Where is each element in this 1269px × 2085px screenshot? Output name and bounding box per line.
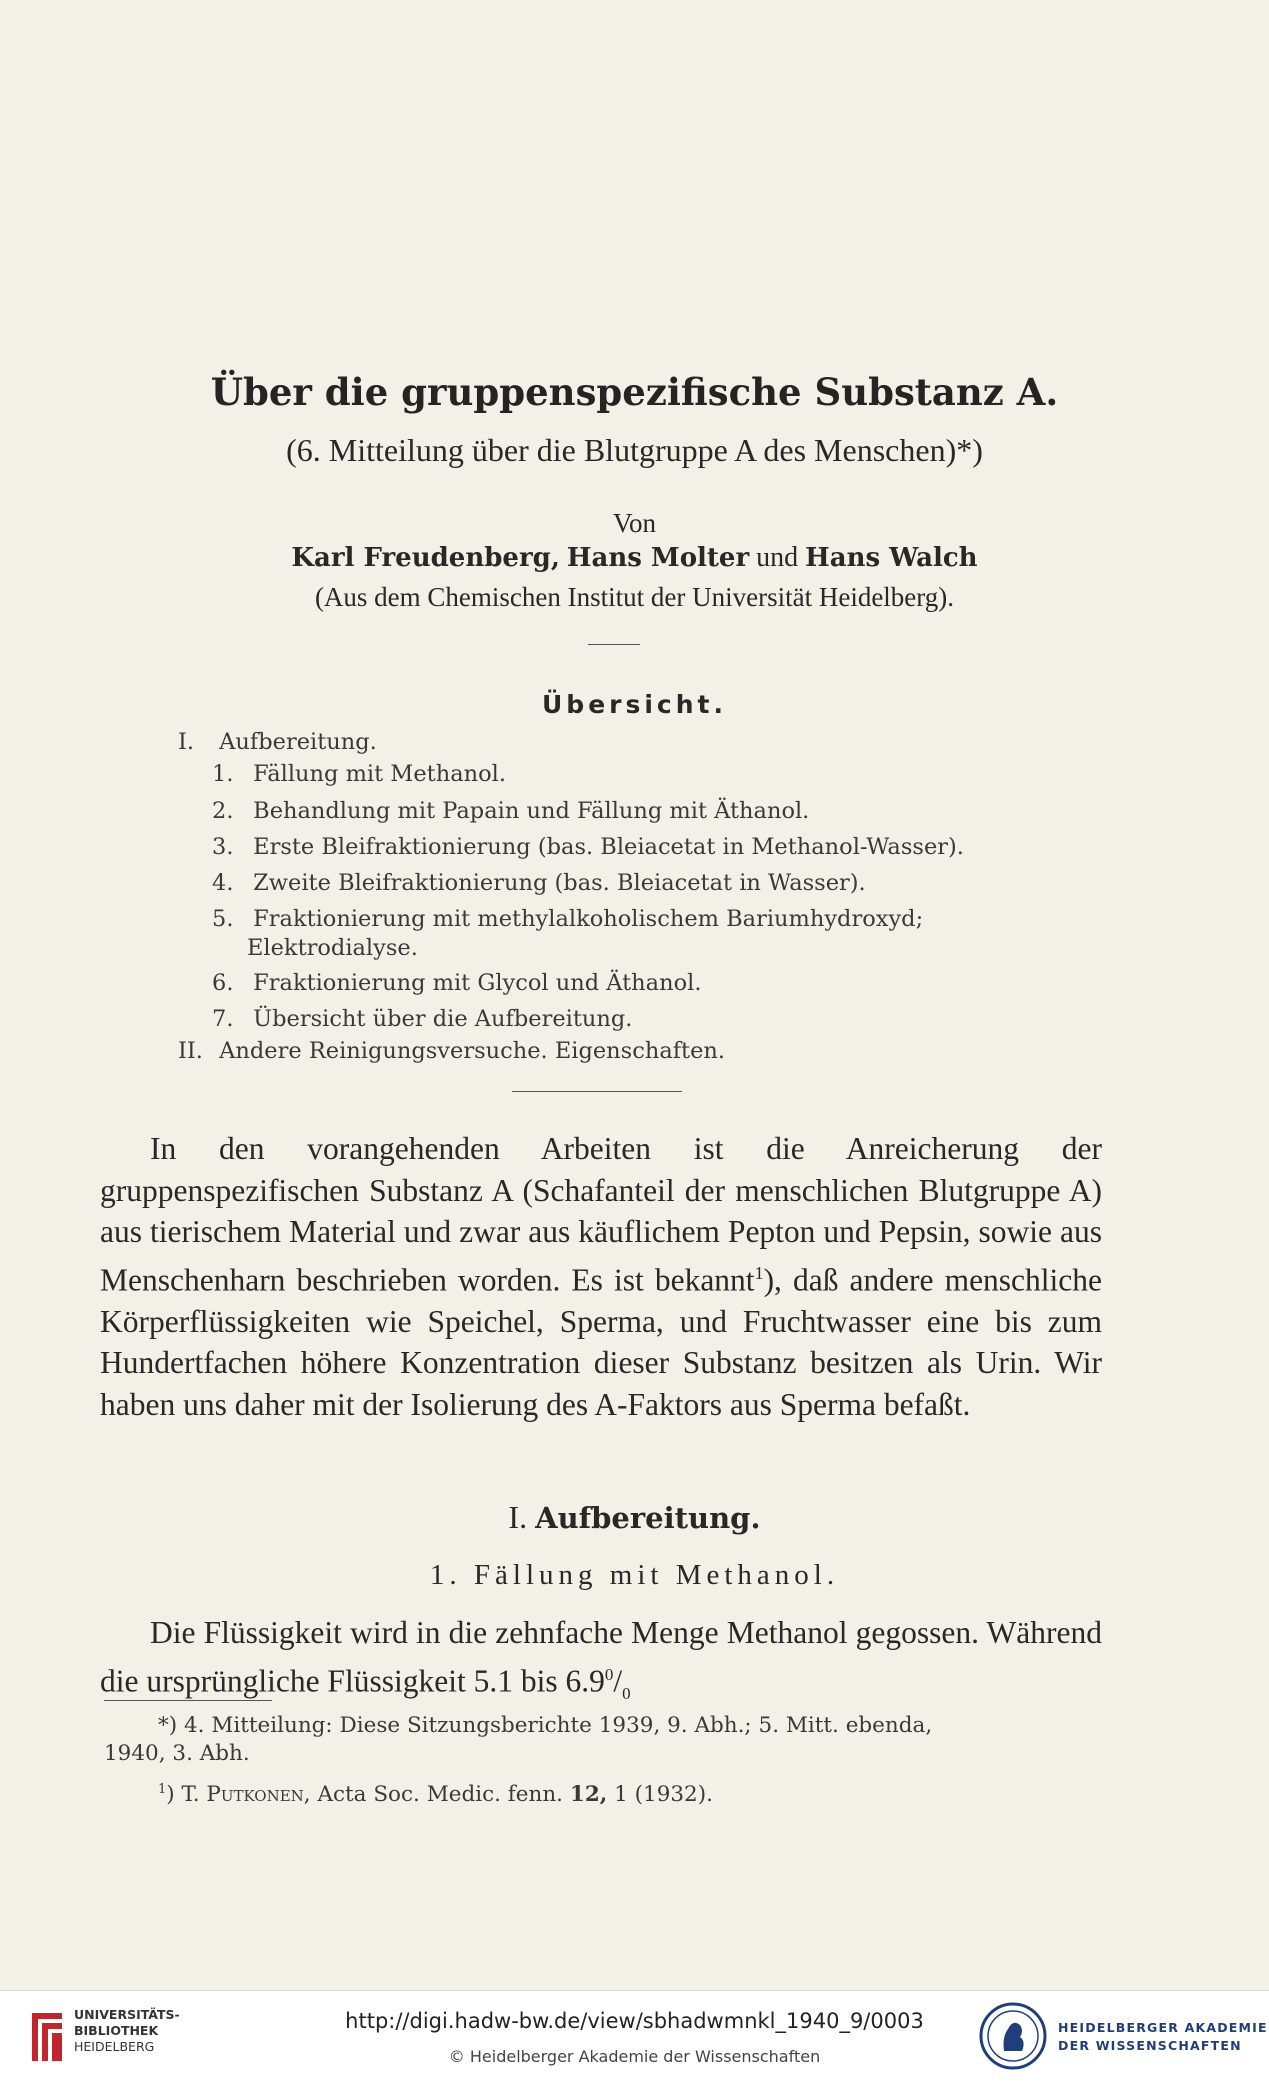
von-label: Von [612, 508, 657, 538]
footnote-1: *) 4. Mitteilung: Diese Sitzungsberichte 1939, 9. Abh.; 5. Mitt. ebenda, [158, 1713, 933, 1738]
section-paragraph: Die Flüssigkeit wird in die zehnfache Menge Methanol gegossen. Während die ursprüngliche Flüssigkeit 5.1 bis $6.9^0/_0$ [100, 1615, 1102, 1703]
article-subtitle: (6. Mitteilung über die Blutgruppe A des Menschen)*) [286, 432, 983, 468]
footnote-2: $^1$) T. Putkonen, Acta Soc. Medic. fenn. 12, 1 (1932). [158, 1782, 713, 1808]
intro-paragraph: In den vorangehenden Arbeiten ist die Anreicherung der gruppenspezifischen Substanz A (Schafanteil der menschlichen Blutgruppe A) aus tierischem Material und zwar aus käuflichem Pepton und Pepsin, sowie aus Menschenharn beschrieben worden. Es ist bekannt$^1$), daß andere menschliche Körperflüssigkeiten wie Speichel, Sperma, und Fruchtwasser eine bis zum Hundertfachen höhere Konzentration dieser Substanz besitzen als Urin. Wir haben uns daher mit der Isolierung des A-Faktors aus Sperma befaßt. [100, 1131, 1103, 1422]
divider-middle [512, 1091, 682, 1092]
toc-item-continuation: Elektrodialyse. [247, 935, 418, 961]
footnote-ref-1: 1 [754, 1262, 764, 1283]
article-title: Über die gruppenspezifische Substanz A. [210, 370, 1059, 414]
percent-sup: 0 [604, 1664, 614, 1684]
toc-item: 3. Erste Bleifraktionierung (bas. Bleiacetat in Methanol-Wasser). [212, 834, 964, 860]
toc-item: 6. Fraktionierung mit Glycol und Äthanol. [212, 970, 702, 996]
academy-seal-icon [978, 2001, 1048, 2071]
toc-item: 7. Übersicht über die Aufbereitung. [212, 1006, 633, 1032]
footnote-rule [104, 1700, 272, 1701]
authors-und: und [756, 542, 799, 573]
institution: (Aus dem Chemischen Institut der Universität Heidelberg). [314, 582, 955, 612]
footnote-1-continuation: 1940, 3. Abh. [104, 1741, 250, 1766]
toc-item: 5. Fraktionierung mit methylalkoholischem Bariumhydroxyd; [212, 906, 924, 932]
permalink-url[interactable]: http://digi.hadw-bw.de/view/sbhadwmnkl_1940_9/0003 [345, 2009, 924, 2033]
toc-item: II. Andere Reinigungsversuche. Eigenschaften. [178, 1038, 726, 1064]
toc-item: I. Aufbereitung. [178, 729, 377, 755]
author-freudenberg: Karl Freudenberg, [291, 543, 560, 573]
overview-heading: Übersicht. [542, 690, 727, 719]
toc-item: 1. Fällung mit Methanol. [212, 761, 506, 787]
subsection-heading: 1. Fällung mit Methanol. [429, 1559, 840, 1591]
section-heading: I. Aufbereitung. [508, 1499, 761, 1535]
academy-name: HEIDELBERGER AKADEMIE DER WISSENSCHAFTEN [1058, 2020, 1268, 2053]
percent-sub: 0 [622, 1683, 631, 1703]
authors-line [0, 542, 1269, 574]
divider-top [588, 644, 640, 645]
toc-item: 4. Zweite Bleifraktionierung (bas. Bleiacetat in Wasser). [212, 870, 866, 896]
author-molter: Hans Molter [566, 543, 750, 573]
copyright-notice: © Heidelberger Akademie der Wissenschaften [448, 2047, 821, 2066]
toc-item: 2. Behandlung mit Papain und Fällung mit Äthanol. [212, 798, 810, 824]
university-library-name: UNIVERSITÄTS- BIBLIOTHEK HEIDELBERG [74, 2007, 180, 2054]
author-walch: Hans Walch [805, 543, 978, 573]
viewer-footer [0, 1990, 1269, 2085]
